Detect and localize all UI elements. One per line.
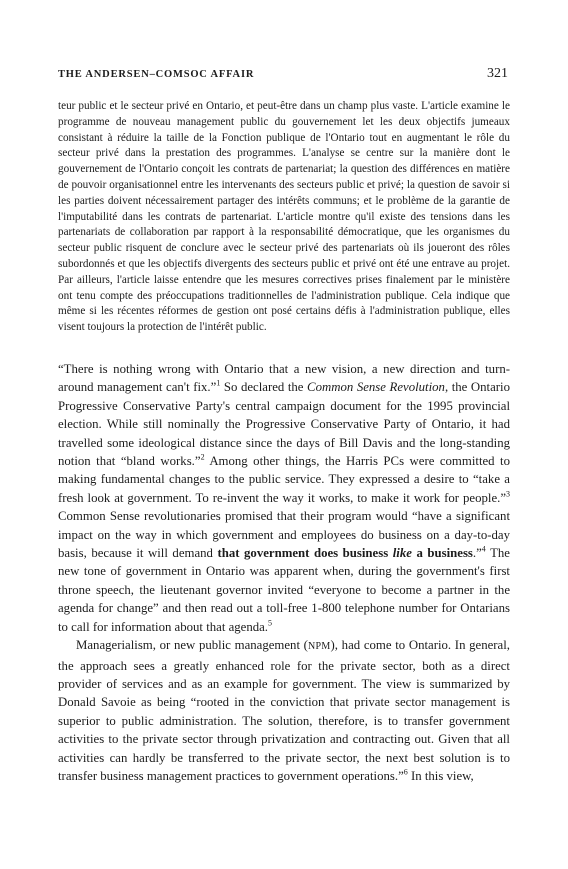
p1-text-4: Among other things, the Harris PCs were committed to making fundamental changes to the public service. They expressed a desire to “take a fresh look at government. To re-invent the way it works, to make it work for people.” — [58, 454, 510, 505]
page-number: 321 — [487, 66, 508, 81]
emphasis-bold-1: that government does business — [217, 546, 393, 561]
p2-text-1: Managerialism, or new public management ( — [76, 638, 308, 653]
emphasis-bold-2: a business — [411, 546, 473, 561]
npm-abbreviation: NPM — [307, 641, 331, 653]
p1-text-5: Common Sense revolutionaries promised that their program would “have a significant impact on the way in which government and employees do business on a day-to-day basis, because it will demand — [58, 509, 510, 561]
footnote-ref-2: 2 — [200, 452, 205, 462]
footnote-ref-5: 5 — [268, 618, 273, 628]
footnote-ref-1: 1 — [216, 379, 221, 389]
p1-text-7: The new tone of government in Ontario was apparent when, during the government's first throne speech, the lieutenant governor invited “everyone to become a partner in the agenda for change” and then read out a toll-free 1-800 telephone number for Ontarians to call for information about that agenda. — [58, 546, 510, 634]
footnote-ref-6: 6 — [403, 767, 408, 777]
p1-text-1: “There is nothing wrong with Ontario that a new vision, a new direction and turn-around management can't fix.” — [58, 362, 510, 395]
p2-text-2: ), had come to Ontario. In general, the approach sees a greatly enhanced role for the private sector, both as a direct provider of services and as an example for government. The view is summarized by Donald Savoie as being “rooted in the conviction that private sector management is superior to public administration. The solution, therefore, is to transfer government activities to the private sector through privatization and contracting out. Given that all activities can hardly be transferred to the private sector, the next best solution is to transfer business management practices to government operations.” — [58, 638, 510, 783]
p1-text-6: .” — [472, 546, 482, 561]
article-body — [58, 360, 510, 785]
french-abstract: teur public et le secteur privé en Ontario, et peut-être dans un champ plus vaste. L'article examine le programme de nouveau management public du gouvernement let les deux objectifs jumeaux consistant à réduire la taille de la Fonction publique de l'Ontario tout en augmentant le rôle du secteur privé dans la prestation des programmes. L'analyse se centre sur la manière dont le gouvernement de l'Ontario conçoit les contrats de partenariat; la question des différences en matière de pouvoir organisationnel entre les intervenants des secteurs public et privé; la question de savoir si les parties doivent nécessairement partager des intérêts communs; et le problème de la garantie de l'imputabilité dans les contrats de partenariat. L'article montre qu'il existe des tensions dans les partenariats de collaboration par rapport à la responsabilité démocratique, que les organismes du secteur public risquent de conclure avec le secteur privé des partenariats où ils joueront des rôles subordonnés et que les objectifs divergents des secteurs public et privé ont été une entrave au projet. Par ailleurs, l'article laisse entendre que les mesures correctives prises finalement par le ministère ont tenu compte des préoccupations traditionnelles de l'administration publique. Cela indique que même si les récentes réformes de gestion ont posé certains défis à l'administration publique, elles visent toujours la protection de l'intérêt public. — [58, 100, 510, 334]
p1-text-3: , the Ontario Progressive Conservative Party's central campaign document for the 1995 provincial election. While still nominally the Progressive Conservative Party of Ontario, it had travelled some ideological distance since the days of Bill Davis and the long-standing notion that “bland works.” — [58, 380, 511, 469]
p1-text-2: So declared the — [220, 380, 308, 395]
document-title-italic: Common Sense Revolution — [307, 380, 445, 395]
footnote-ref-4: 4 — [481, 544, 486, 554]
paragraph-1 — [58, 360, 510, 636]
paragraph-2 — [58, 636, 510, 785]
footnote-ref-3: 3 — [506, 489, 510, 499]
p2-text-3: In this view, — [407, 768, 474, 783]
emphasis-bold-italic: like — [392, 546, 412, 561]
running-title: THE ANDERSEN–COMSOC AFFAIR — [58, 69, 255, 80]
running-header — [58, 66, 508, 82]
